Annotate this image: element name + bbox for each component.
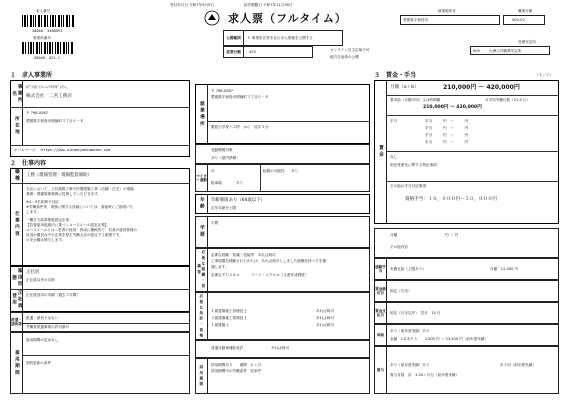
monthly-value: 210,000円 ～ 420,000円	[443, 84, 520, 91]
hellowork-logo	[204, 10, 220, 26]
period-box: 雇用期間 雇用期間の定めなし 契約更新の条件	[10, 332, 190, 394]
allowance-row: 手当 円 ～ 円	[425, 126, 469, 130]
agency-box: 愛媛県宇和島市	[400, 15, 500, 25]
employment-box: 雇用形態 正社員 正社員以外の名称 正社員登用 正社員登用の実績（過去３年間）	[10, 266, 190, 312]
industry-box: 産業分類 455	[223, 46, 313, 58]
license-box: 必要な経験・知識等 必要な経験・知識・技能等 あれば尚可 工事現場を経験されたかたは、あれば尚可としました経験を持つ方を優 遇します。 必要なＰＣスキル ワード・エクセル（文書作成程度）	[195, 248, 370, 292]
allowance-row: 手当 円 ～ 円	[425, 140, 469, 144]
homepage-label: ホームページ	[14, 148, 36, 152]
raise-amount: 金額 1月あたり 2,000 円 ～ 23,500 円（前年度実績）	[390, 337, 488, 341]
payment-value: 固定（月末以外） 翌月 10 日	[390, 311, 441, 315]
received-date: 受付年月日 令和7年9月5日	[170, 3, 214, 7]
bonus-amount: 賞与月数 計 3.20ヶ月分（前年度実績）	[390, 373, 460, 377]
commute-limit: 月額 12,000 円	[490, 267, 519, 271]
barcode-text-1: 30040- 3408951	[32, 29, 63, 33]
wage-box: 賃金 月額（a＋b） 210,000円 ～ 420,000円 基本給（月額平均）又は時間額 月平均労働日数（21.3 日） 210,000円 ～ 420,000円 手当 手当 円 ～ 円 手当 円 ～ 円 手当 円 ～ 円 手当 円 ～ 円 なし 固定残業代に関する特記事項 その他の手当付記事項 資格手当：１０，０００円～５０，０００円	[374, 80, 559, 224]
dispatch-box: 派遣・請負等 派遣・請負ではない 労働者派遣事業の許可番号	[10, 312, 190, 332]
monthly-label: 月額（a＋b）	[390, 85, 419, 90]
transfer-value: あり	[291, 169, 299, 173]
allowance-row: 手当 円 ～ 円	[425, 133, 469, 137]
header	[0, 0, 570, 68]
driver-box: 普通自動車運転免許 あれば尚可	[195, 340, 370, 358]
salary-range: 資格手当：１０，０００円～５０，０００円	[405, 197, 497, 202]
period-value: 雇用期間の定めなし	[26, 338, 59, 342]
base-value: 210,000円 ～ 420,000円	[423, 105, 482, 110]
commute-box: 通勤手当 実費支給（上限あり） 月額 12,000 円	[374, 258, 559, 280]
online-note-2: 地方自治体の公開	[330, 55, 359, 59]
page-indicator: （１／２）	[535, 73, 553, 77]
bonus-value: あり（前年度実績）あり	[390, 363, 430, 367]
raise-value: あり（前年度実績）あり	[390, 329, 430, 333]
job-title: 工務（現場管理・現場監督補助）	[26, 173, 92, 178]
business-number-label: 事業所番号	[33, 36, 51, 40]
allowance-row: 手当 円 ～ 円	[425, 119, 469, 123]
homepage-url[interactable]: https://www.ninomiyakoumuten.com	[41, 148, 111, 152]
payday-box: 賃金締切日 固定（月末）	[374, 280, 559, 302]
bonus-box: 賞与 あり（前年度実績）あり 年２回（前年度実績） 賞与月数 計 3.20ヶ月分（前年度実績）	[374, 346, 559, 394]
public-range-box: 公開範囲 １ 事業所名等を含む求人情報を公開する	[223, 30, 343, 46]
age-box: 年齢 年齢制限あり（64歳以下） 定年年齢を上限	[195, 194, 370, 214]
education-value: 不問	[211, 221, 219, 225]
valid-until: 紹介期限日 令和7年11月30日	[244, 3, 293, 7]
office-box: 000-02	[503, 15, 545, 25]
workplace-postal: 〒 798-0067	[211, 89, 234, 93]
barcode-business-number	[22, 42, 74, 54]
monthly-other-box: 月額 円 ～ 円 その他内容	[374, 228, 559, 258]
barcode-job-number	[22, 15, 74, 27]
hellowork-box: 005 大洲公共職業安定所	[470, 46, 550, 55]
section2-heading: ２ 仕事内容	[10, 160, 47, 167]
agency-label: 就業地所在	[438, 9, 456, 13]
company-kana: ｶﾌﾞｼｷｶﾞｲｼｬ ﾆﾉﾐﾔｺｳｷﾞｮｳｼｮ	[26, 85, 67, 89]
section3-heading: ３ 賃金・手当	[374, 72, 417, 79]
form-title: 求人票（フルタイム）	[228, 12, 347, 25]
office-label: 職業分類	[518, 9, 533, 13]
company-box: 事業所名 ｶﾌﾞｼｷｶﾞｲｼｬ ﾆﾉﾐﾔｺｳｷﾞｮｳｼｮ 株式会社 二宮工務店 所在地 〒 798-0067 愛媛県宇和島市明倫町３丁目６－８ ホームページ https://www.ninomiyakoumuten.com	[10, 80, 190, 157]
barcode-text-2: 30040- 021-1	[34, 56, 60, 60]
dispatch-value: 派遣・請負ではない	[26, 316, 59, 320]
trial-value: 試用期間あり 期間 ６ヶ月	[211, 363, 262, 367]
payday-value: 固定（月末）	[390, 289, 412, 293]
payment-box: 賃金支払日 固定（月末以外） 翌月 10 日	[374, 302, 559, 324]
car-value: 可	[211, 169, 215, 173]
fixed-overtime: なし	[390, 155, 398, 159]
commute-value: 実費支給（上限あり）	[390, 267, 426, 271]
workplace-box: 就業場所 〒 798-0067 愛媛県宇和島市明倫町３丁目６－８ 鶴島小学校バス停 から 徒歩５分	[195, 84, 370, 144]
parking-value: あり	[236, 181, 244, 185]
company-postal: 〒 798-0067	[26, 111, 49, 115]
public-range-value: １ 事業所名等を含む求人情報を公開する	[247, 36, 313, 40]
workplace-access: 鶴島小学校バス停 から 徒歩５分	[211, 125, 269, 129]
smoking-value: あり（屋内禁煙）	[211, 156, 240, 160]
hellowork-label: 受理安定所	[518, 40, 536, 44]
trial-box: 試用期間 試用期間あり 期間 ６ヶ月 試用期間中の労働条件 同条件	[195, 358, 370, 394]
company-name: 株式会社 二宮工務店	[26, 94, 72, 99]
company-address: 愛媛県宇和島市明倫町３丁目６－８	[26, 119, 84, 123]
raise-box: 昇給 あり（前年度実績）あり 金額 1月あたり 2,000 円 ～ 23,500 円（前年度実績）	[374, 324, 559, 346]
industry-code: 455	[249, 50, 256, 54]
online-note-1: オンライン自主応募不可	[330, 48, 370, 52]
section1-heading: １ 求人事業所	[10, 72, 53, 79]
job-box: 職種 工務（現場管理・現場監督補助） 仕事内容 当社において、公共経路工事や民間建築工事（店舗・住宅）の現場 業務・現場管理業務に従事していただきます。 ※2～3名体制で対応 ※労働条件等、業務に関する詳細については、面接時にご説明いた します。 「働き方改革推進認定企業」 【若者雇用促進法に基づくユースエール認定企業】 ユースエールとは…若者の採用・育成に積極的で、若者の雇用管理の 状況が優良な中小企業を厚生労働大臣が認定する制度です。 ＊安全帽は貸与します。	[10, 168, 190, 266]
education-box: 学歴 不問	[195, 216, 370, 248]
smoking-box: 受動喫煙対策 あり（屋内禁煙）	[195, 144, 370, 164]
job-number-label: 求人番号	[36, 9, 51, 13]
age-value: 年齢制限あり（64歳以下）	[211, 198, 265, 203]
employment-value: 正社員	[26, 270, 40, 275]
bonus-count: 年２回（前年度実績）	[500, 363, 536, 367]
workplace-address: 愛媛県宇和島市明倫町３丁目６－８	[211, 95, 269, 99]
qualification-box: 必要な免許・資格 １級建築施工管理技士 あれば尚可 ２級建築施工管理技士 あれば尚可 １級建築士 あれば尚可	[195, 292, 370, 340]
car-box: マイカー通勤 可 駐車場 あり 転勤の可能性 あり	[195, 164, 370, 192]
